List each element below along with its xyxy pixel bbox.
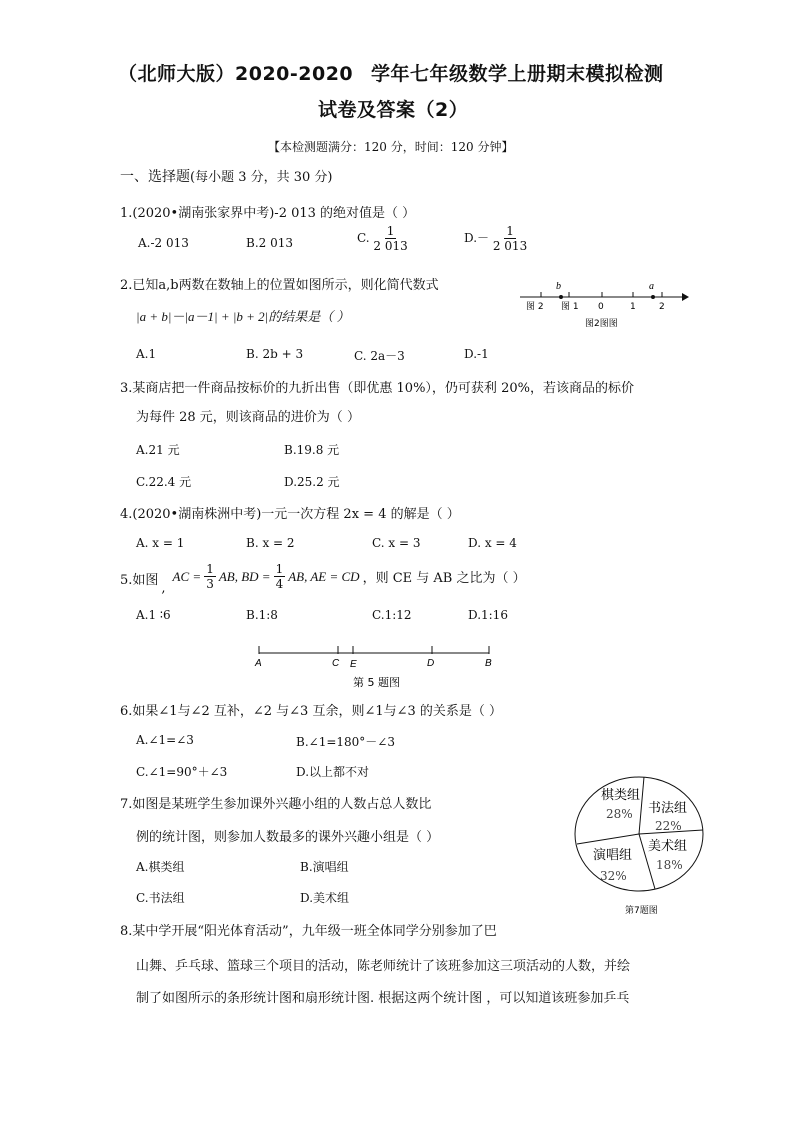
figure-caption: 第7题图 <box>625 906 658 916</box>
slice-label-yanchang: 演唱组 <box>593 848 633 863</box>
pie-divider-1 <box>639 777 644 834</box>
q5-suffix: ，则 CE 与 AB 之比为（ ） <box>362 571 526 586</box>
q7-option-c: C.书法组 <box>136 891 185 905</box>
q3-stem-line2: 为每件 28 元，则该商品的进价为（ ） <box>136 410 360 425</box>
q5-option-a: A.1 ∶6 <box>136 608 171 622</box>
q1-d-den: 2 013 <box>492 239 528 253</box>
slice-label-qilei: 棋类组 <box>601 788 641 803</box>
slice-value-shufa: 22% <box>655 819 682 833</box>
q2-option-c: C. 2a－3 <box>354 349 405 363</box>
q1-d-prefix: D.－ <box>464 231 490 245</box>
q1-d-num: 1 <box>506 224 514 238</box>
q2-expression: |a + b|－|a－1| + |b + 2|的结果是（ ） <box>136 309 350 324</box>
title-line1-part2: 学年七年级数学上册期末模拟检测 <box>371 63 664 85</box>
q7-option-b: B.演唱组 <box>300 860 349 874</box>
tick-label-neg1: 图 1 <box>561 302 579 312</box>
q4-stem: 4.(2020•湖南株洲中考)一元一次方程 2x = 4 的解是（ ） <box>120 507 460 522</box>
tick-label-neg2: 图 2 <box>526 302 544 312</box>
point-label-d: D <box>427 658 435 669</box>
q5-comma: , <box>161 581 166 596</box>
title-line2: 试卷及答案（2） <box>318 99 469 121</box>
q2-stem: 2.已知a,b两数在数轴上的位置如图所示，则化简代数式 <box>120 278 439 293</box>
q2-number-line-figure <box>518 278 690 332</box>
label-b: b <box>556 281 561 292</box>
section-heading <box>120 166 333 186</box>
point-label-e: E <box>350 659 357 670</box>
slice-label-meishu: 美术组 <box>648 839 688 854</box>
q4-option-c: C. x = 3 <box>372 536 421 550</box>
q5-f2-den: 4 <box>275 577 284 591</box>
q3-option-d: D.25.2 元 <box>284 475 340 489</box>
q5-prefix: 5.如图 <box>120 573 159 588</box>
q5-stem <box>120 562 526 596</box>
point-label-c: C <box>332 658 340 669</box>
q1-option-b: B.2 013 <box>246 236 293 250</box>
q1-c-num: 1 <box>386 224 395 238</box>
q2-option-a: A.1 <box>136 347 157 361</box>
q3-option-b: B.19.8 元 <box>284 443 340 457</box>
q3-option-c: C.22.4 元 <box>136 475 192 489</box>
exam-info: 【本检测题满分：120 分，时间：120 分钟】 <box>268 140 514 154</box>
label-a: a <box>649 281 654 292</box>
q5-fraction-1 <box>204 562 216 591</box>
q2-option-d: D.-1 <box>464 347 489 361</box>
q1-option-c <box>357 224 408 253</box>
q1-c-den: 2 013 <box>373 239 408 253</box>
section-title: 一、选择题 <box>120 169 190 185</box>
figure-caption: 图2图图 <box>585 319 618 329</box>
q7-option-a: A.棋类组 <box>136 860 185 874</box>
slice-value-qilei: 28% <box>606 807 633 821</box>
q5-f2-num: 1 <box>275 562 284 576</box>
q5-fraction-2 <box>274 562 286 591</box>
q1-option-d <box>464 224 527 253</box>
q6-option-c: C.∠1=90°＋∠3 <box>136 765 228 779</box>
figure-caption: 第 5 题图 <box>353 676 400 689</box>
q4-option-d: D. x = 4 <box>468 536 517 550</box>
q5-f1-num: 1 <box>206 562 214 576</box>
slice-value-yanchang: 32% <box>600 869 627 883</box>
q1-c-prefix: C. <box>357 231 370 245</box>
q5-option-c: C.1:12 <box>372 608 412 622</box>
slice-value-meishu: 18% <box>656 858 683 872</box>
q8-line3: 制了如图所示的条形统计图和扇形统计图. 根据这两个统计图 ，可以知道该班参加乒乓 <box>136 991 630 1006</box>
q6-option-b: B.∠1=180°－∠3 <box>296 735 395 749</box>
q7-stem-line2: 例的统计图，则参加人数最多的课外兴趣小组是（ ） <box>136 830 440 845</box>
q5-option-b: B.1:8 <box>246 608 278 622</box>
tick-label-2: 2 <box>659 302 665 312</box>
q1-option-a: A.-2 013 <box>138 236 189 250</box>
number-line-arrow <box>682 293 689 301</box>
q7-option-d: D.美术组 <box>300 891 350 905</box>
point-a <box>651 295 655 299</box>
point-label-b: B <box>485 658 492 669</box>
point-b <box>559 295 563 299</box>
q5-option-d: D.1:16 <box>468 608 508 622</box>
point-label-a: A <box>255 658 262 669</box>
q2-option-b: B. 2b + 3 <box>246 347 304 361</box>
q3-option-a: A.21 元 <box>136 443 180 457</box>
q4-option-b: B. x = 2 <box>246 536 295 550</box>
q6-stem: 6.如果∠1与∠2 互补，∠2 与∠3 互余，则∠1与∠3 的关系是（ ） <box>120 704 503 719</box>
tick-label-1: 1 <box>630 302 636 312</box>
q3-stem-line1: 3.某商店把一件商品按标价的九折出售（即优惠 10%），仍可获利 20%，若该商品的标价 <box>120 381 634 396</box>
q1-d-fraction <box>493 224 527 253</box>
q5-f1-den: 3 <box>206 577 214 591</box>
q8-line1: 8.某中学开展“阳光体育活动”，九年级一班全体同学分别参加了巴 <box>120 924 497 939</box>
q4-option-a: A. x = 1 <box>136 536 185 550</box>
tick-label-0: 0 <box>598 302 604 312</box>
q6-option-d: D.以上都不对 <box>296 765 370 779</box>
q5-segment-figure <box>252 640 502 692</box>
q5-mid: AB, BD = <box>218 568 271 584</box>
q5-ac: AC = <box>172 568 202 584</box>
q7-stem-line1: 7.如图是某班学生参加课外兴趣小组的人数占总人数比 <box>120 797 432 812</box>
q7-pie-chart <box>570 775 710 920</box>
q8-line2: 山舞、乒乓球、篮球三个项目的活动，陈老师统计了该班参加这三项活动的人数，并绘 <box>136 959 631 974</box>
slice-label-shufa: 书法组 <box>648 801 688 816</box>
q6-option-a: A.∠1=∠3 <box>136 733 194 747</box>
q1-c-fraction <box>373 224 407 253</box>
section-note: (每小题 3 分，共 30 分) <box>190 170 333 185</box>
q5-tail: AB, AE = CD <box>288 568 360 584</box>
pie-divider-4 <box>577 834 639 844</box>
q1-stem: 1.(2020•湖南张家界中考)-2 013 的绝对值是（ ） <box>120 206 416 221</box>
title-line1-part1: （北师大版）2020-2020 <box>118 63 354 85</box>
